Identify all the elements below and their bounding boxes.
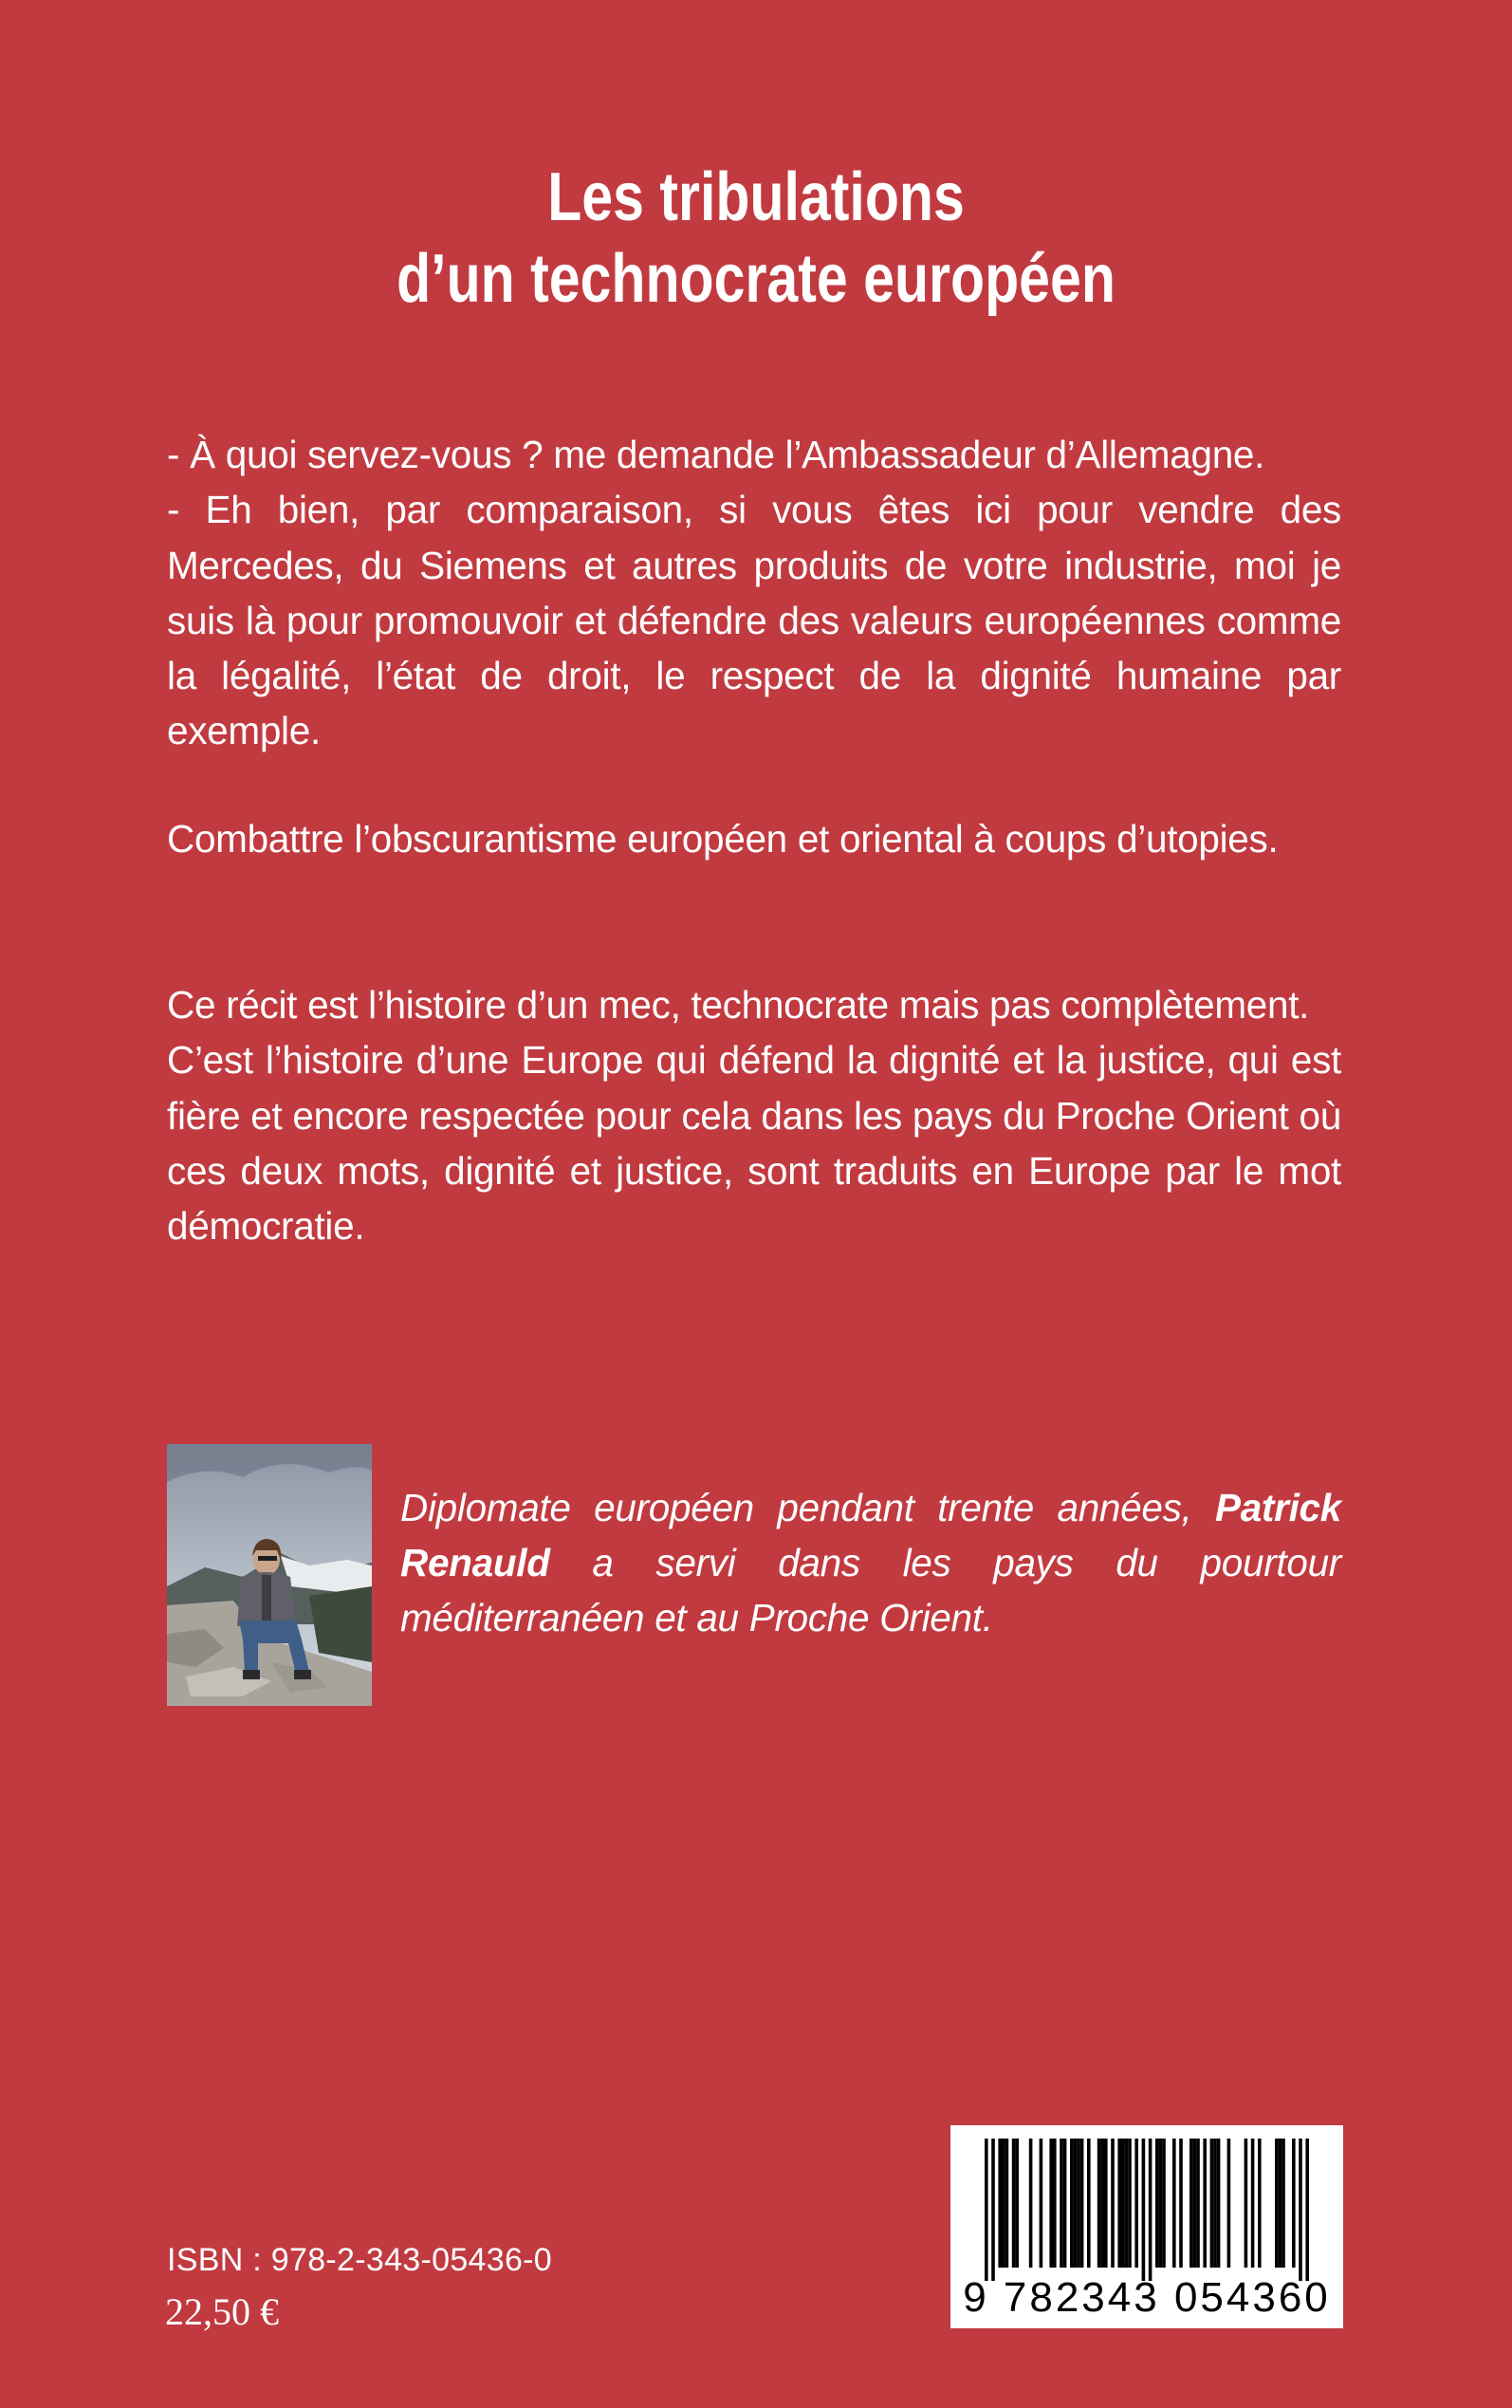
barcode-bar	[1258, 2139, 1262, 2268]
barcode-bar	[1193, 2139, 1197, 2268]
isbn-barcode	[950, 2125, 1343, 2328]
barcode-bar	[1213, 2139, 1217, 2268]
barcode-bar	[1074, 2139, 1078, 2268]
barcode-bar	[1053, 2139, 1057, 2268]
author-name: Patrick Renauld	[400, 1486, 1341, 1584]
title-line-2: d’un technocrate européen	[396, 241, 1116, 317]
barcode-bar	[1002, 2139, 1005, 2268]
barcode-bar	[1227, 2139, 1231, 2268]
blurb-dialogue-line-1: - À quoi servez-vous ? me demande l’Ambassadeur d’Allemagne.	[167, 433, 1265, 476]
barcode-bar	[1005, 2139, 1009, 2268]
blurb-paragraph-2	[167, 811, 1341, 866]
barcode-bar	[991, 2139, 995, 2281]
barcode-bar	[1189, 2139, 1193, 2268]
barcode-bar	[1279, 2139, 1282, 2268]
barcode-bar	[1128, 2139, 1132, 2268]
blurb-paragraph-1	[167, 427, 1341, 759]
barcode-bar	[1134, 2139, 1138, 2268]
barcode-bar	[1299, 2139, 1302, 2281]
barcode-bar	[1217, 2139, 1221, 2268]
barcode-bar	[1125, 2139, 1129, 2268]
barcode-bar	[1117, 2139, 1121, 2268]
price-text: 22,50 €	[165, 2290, 279, 2333]
barcode-bar	[1275, 2139, 1279, 2268]
barcode-bar	[1292, 2139, 1296, 2268]
barcode-bar	[1063, 2139, 1067, 2268]
barcode-bar	[1040, 2139, 1043, 2268]
blurb-story-line-2: C’est l’histoire d’une Europe qui défend la dignité et la justice, qui est fière et encore respectée pour cela dans les pays du Proche Orient où ces deux mots, dignité et justice, sont traduits en Europe par le mot démocratie.	[167, 1038, 1341, 1249]
blurb-story-line-1: Ce récit est l’histoire d’un mec, technocrate mais pas complètement.	[167, 983, 1310, 1027]
barcode-bar	[1060, 2139, 1063, 2268]
blurb-dialogue-line-2: - Eh bien, par comparaison, si vous êtes ici pour vendre des Mercedes, du Siemens et autres produits de votre industrie, moi je suis là pour promouvoir et défendre des valeurs européennes comme la légalité, l’état de droit, le respect de la dignité humaine par exemple.	[167, 488, 1341, 753]
barcode-bar	[1097, 2139, 1101, 2268]
barcode-bar	[1121, 2139, 1125, 2268]
barcode-bar	[1080, 2139, 1084, 2268]
barcode-number: 9 782343 054360	[963, 2274, 1331, 2321]
barcode-bar	[1203, 2139, 1207, 2268]
barcode-bar	[998, 2139, 1002, 2268]
blurb-paragraph-3	[167, 977, 1341, 1253]
author-bio	[400, 1480, 1341, 1645]
barcode-bar	[1087, 2139, 1091, 2268]
barcode-bar	[1179, 2139, 1183, 2268]
barcode-bar	[985, 2139, 988, 2281]
barcode-bar	[1012, 2139, 1016, 2268]
barcode-bar	[1282, 2139, 1285, 2268]
title-line-1: Les tribulations	[547, 159, 965, 235]
barcode-bar	[1100, 2139, 1104, 2268]
barcode-bar	[1029, 2139, 1033, 2268]
barcode-bar	[1172, 2139, 1176, 2268]
barcode-bar	[1210, 2139, 1214, 2268]
barcode-bar	[1196, 2139, 1200, 2268]
barcode-bar	[1159, 2139, 1163, 2268]
barcode-bar	[1245, 2139, 1248, 2268]
barcode-bar	[1049, 2139, 1053, 2268]
blurb-tagline: Combattre l’obscurantisme européen et oriental à coups d’utopies.	[167, 817, 1279, 861]
barcode-bar	[1251, 2139, 1255, 2268]
book-title	[136, 157, 1375, 320]
author-bio-rest: a servi dans les pays du pourtour méditerranéen et au Proche Orient.	[400, 1541, 1341, 1639]
barcode-bar	[1162, 2139, 1166, 2268]
barcode-bar	[1077, 2139, 1080, 2268]
barcode-bar	[1149, 2139, 1152, 2281]
barcode-bar	[1070, 2139, 1074, 2268]
isbn-text: ISBN : 978-2-343-05436-0	[167, 2242, 553, 2278]
author-bio-intro: Diplomate européen pendant trente années,	[400, 1486, 1215, 1529]
author-photo	[167, 1444, 372, 1706]
barcode-bar	[1104, 2139, 1108, 2268]
barcode-bar	[1015, 2139, 1019, 2268]
barcode-bar	[1305, 2139, 1309, 2281]
barcode-bar	[1142, 2139, 1146, 2281]
barcode-bar	[1155, 2139, 1159, 2268]
barcode-bar	[1111, 2139, 1115, 2268]
